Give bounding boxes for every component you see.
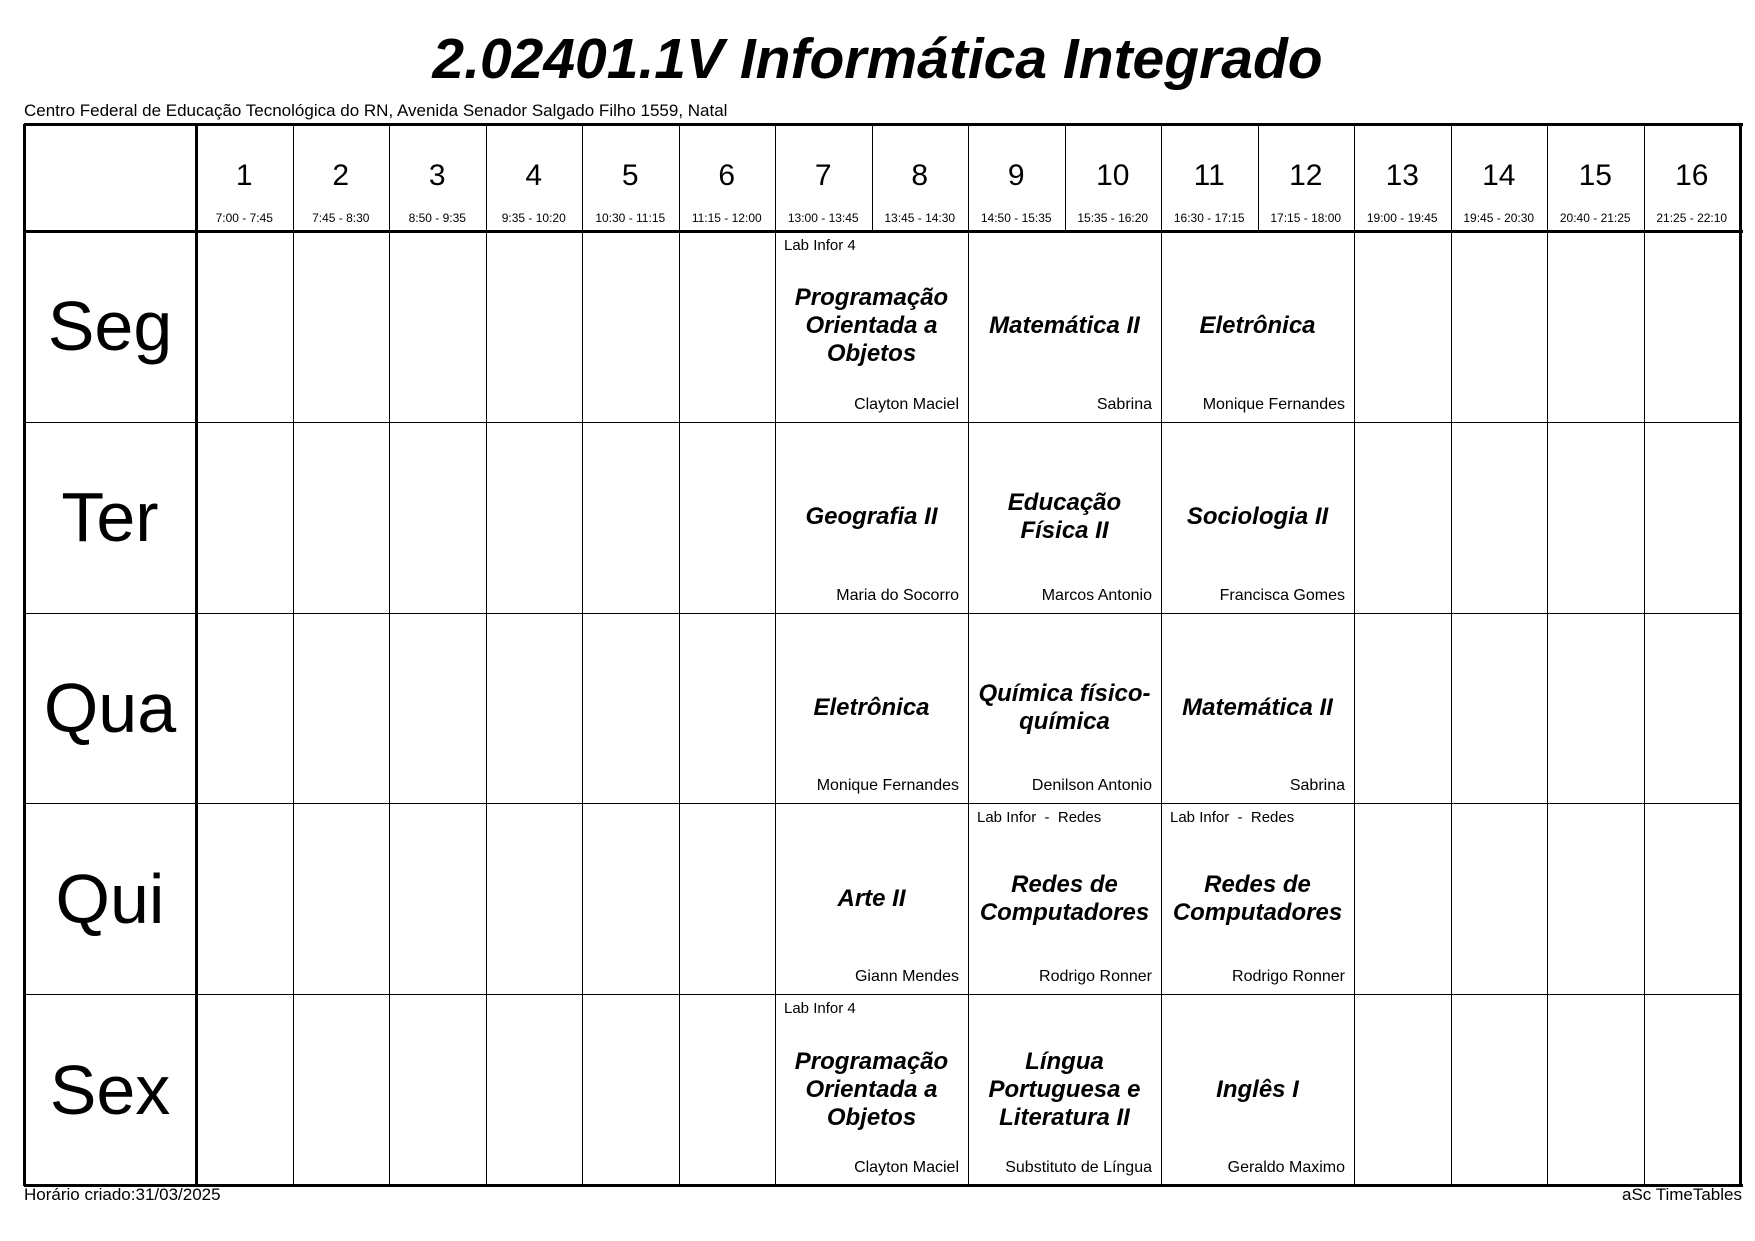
period-number: 14 xyxy=(1482,159,1516,192)
day-label: Seg xyxy=(47,287,173,366)
lesson-cell[interactable] xyxy=(968,231,1161,422)
lesson-subject: Redes de Computadores xyxy=(1172,870,1343,926)
column-divider xyxy=(389,422,390,614)
day-label: Qua xyxy=(43,669,177,747)
day-label: Qui xyxy=(55,859,165,938)
column-divider xyxy=(679,803,680,995)
school-address: Centro Federal de Educação Tecnológica do RN, Avenida Senador Salgado Filho 1559, Natal xyxy=(24,101,728,120)
column-divider xyxy=(679,231,680,423)
column-divider xyxy=(1644,422,1645,614)
column-divider xyxy=(1451,231,1452,423)
column-divider xyxy=(293,422,294,614)
column-divider xyxy=(582,124,583,232)
period-number: 15 xyxy=(1578,159,1612,192)
column-divider xyxy=(486,231,487,423)
period-time: 10:30 - 11:15 xyxy=(595,211,666,225)
period-time: 11:15 - 12:00 xyxy=(691,211,762,225)
column-divider xyxy=(293,124,294,232)
column-divider xyxy=(1547,994,1548,1186)
lesson-cell[interactable] xyxy=(1161,994,1354,1185)
lesson-subject: Eletrônica xyxy=(813,693,930,721)
lesson-teacher: Giann Mendes xyxy=(854,968,959,986)
period-time: 7:45 - 8:30 xyxy=(312,211,370,225)
day-column-divider xyxy=(195,124,198,1186)
column-divider xyxy=(582,803,583,995)
period-time: 15:35 - 16:20 xyxy=(1077,211,1149,225)
period-time: 20:40 - 21:25 xyxy=(1559,211,1631,225)
column-divider xyxy=(389,231,390,423)
lesson-teacher: Maria do Socorro xyxy=(836,586,959,604)
period-number: 10 xyxy=(1096,159,1130,192)
column-divider xyxy=(1354,994,1355,1186)
column-divider xyxy=(679,994,680,1186)
column-divider xyxy=(1354,124,1355,232)
period-number: 3 xyxy=(428,159,446,192)
lesson-subject: Inglês I xyxy=(1216,1075,1299,1103)
period-time: 13:45 - 14:30 xyxy=(884,211,956,225)
period-number: 8 xyxy=(911,159,929,192)
lesson-subject: Programação Orientada a Objetos xyxy=(794,1047,949,1131)
column-divider xyxy=(1258,124,1259,232)
lesson-cell[interactable] xyxy=(1161,422,1354,613)
day-label: Sex xyxy=(49,1050,171,1129)
column-divider xyxy=(486,994,487,1186)
period-time: 21:25 - 22:10 xyxy=(1656,211,1728,225)
lesson-cell[interactable] xyxy=(775,994,968,1185)
period-time: 17:15 - 18:00 xyxy=(1270,211,1342,225)
period-number: 13 xyxy=(1385,159,1419,192)
lesson-cell[interactable] xyxy=(968,613,1161,804)
lesson-subject: Química físico-química xyxy=(978,679,1151,735)
lesson-teacher: Denilson Antonio xyxy=(1031,777,1152,795)
column-divider xyxy=(1644,613,1645,804)
column-divider xyxy=(1065,124,1066,232)
lesson-teacher: Sabrina xyxy=(1096,395,1152,413)
period-time: 19:00 - 19:45 xyxy=(1366,211,1438,225)
column-divider xyxy=(389,124,390,232)
column-divider xyxy=(1354,422,1355,614)
page-title: 2.02401.1V Informática Integrado xyxy=(432,27,1323,91)
lesson-cell[interactable] xyxy=(968,994,1161,1185)
lesson-subject: Geografia II xyxy=(805,503,938,531)
lesson-teacher: Rodrigo Ronner xyxy=(1232,968,1345,986)
period-number: 9 xyxy=(1007,159,1025,192)
column-divider xyxy=(968,124,969,232)
lesson-teacher: Monique Fernandes xyxy=(1202,395,1345,413)
lesson-subject: Eletrônica xyxy=(1199,312,1316,340)
column-divider xyxy=(1644,994,1645,1186)
period-number: 6 xyxy=(718,159,736,192)
column-divider xyxy=(293,231,294,423)
period-number: 11 xyxy=(1193,159,1225,192)
lesson-cell[interactable] xyxy=(775,231,968,422)
grid-border-left xyxy=(23,124,26,1186)
column-divider xyxy=(1451,613,1452,804)
lesson-subject: Redes de Computadores xyxy=(979,870,1150,926)
lesson-teacher: Francisca Gomes xyxy=(1219,586,1345,604)
period-time: 14:50 - 15:35 xyxy=(980,211,1052,225)
period-number: 5 xyxy=(621,159,639,192)
period-time: 9:35 - 10:20 xyxy=(501,211,566,225)
lesson-subject: Educação Física II xyxy=(1007,489,1122,545)
period-time: 19:45 - 20:30 xyxy=(1463,211,1535,225)
lesson-subject: Língua Portuguesa e Literatura II xyxy=(988,1047,1141,1131)
column-divider xyxy=(1354,613,1355,804)
column-divider xyxy=(1354,803,1355,995)
period-time: 8:50 - 9:35 xyxy=(408,211,466,225)
column-divider xyxy=(1451,422,1452,614)
column-divider xyxy=(1451,124,1452,232)
column-divider xyxy=(1547,422,1548,614)
column-divider xyxy=(1644,803,1645,995)
column-divider xyxy=(389,613,390,804)
lesson-cell[interactable] xyxy=(1161,613,1354,804)
period-time: 16:30 - 17:15 xyxy=(1173,211,1245,225)
lesson-cell[interactable] xyxy=(775,422,968,613)
lesson-teacher: Geraldo Maximo xyxy=(1227,1158,1345,1176)
column-divider xyxy=(486,422,487,614)
lesson-subject: Matemática II xyxy=(989,312,1140,340)
lesson-subject: Sociologia II xyxy=(1186,503,1329,531)
period-number: 4 xyxy=(525,159,543,192)
app-brand: aSc TimeTables xyxy=(1622,1185,1742,1204)
column-divider xyxy=(872,124,873,232)
lesson-teacher: Substituto de Língua xyxy=(1005,1158,1152,1176)
column-divider xyxy=(1547,803,1548,995)
period-number: 2 xyxy=(332,159,350,192)
lesson-teacher: Sabrina xyxy=(1289,777,1345,795)
lesson-subject: Arte II xyxy=(837,884,906,912)
column-divider xyxy=(1644,124,1645,232)
created-date: Horário criado:31/03/2025 xyxy=(24,1185,221,1204)
lesson-subject: Matemática II xyxy=(1182,693,1333,721)
period-number: 16 xyxy=(1675,159,1709,192)
lesson-cell[interactable] xyxy=(1161,231,1354,422)
grid-border-right xyxy=(1739,124,1742,1186)
column-divider xyxy=(486,803,487,995)
column-divider xyxy=(1644,231,1645,423)
column-divider xyxy=(1547,613,1548,804)
lesson-cell[interactable] xyxy=(968,803,1161,994)
column-divider xyxy=(679,124,680,232)
column-divider xyxy=(293,994,294,1186)
period-number: 12 xyxy=(1289,159,1323,192)
column-divider xyxy=(1547,124,1548,232)
period-number: 7 xyxy=(814,159,832,192)
column-divider xyxy=(582,422,583,614)
lesson-teacher: Clayton Maciel xyxy=(854,395,959,413)
column-divider xyxy=(582,613,583,804)
lesson-room: Lab Infor - Redes xyxy=(977,809,1102,827)
column-divider xyxy=(1161,124,1162,232)
lesson-cell[interactable] xyxy=(775,613,968,804)
column-divider xyxy=(582,231,583,423)
column-divider xyxy=(1451,994,1452,1186)
column-divider xyxy=(679,613,680,804)
day-label: Ter xyxy=(61,478,159,557)
lesson-room: Lab Infor 4 xyxy=(784,237,856,254)
column-divider xyxy=(293,803,294,995)
column-divider xyxy=(389,994,390,1186)
column-divider xyxy=(486,613,487,804)
column-divider xyxy=(486,124,487,232)
column-divider xyxy=(1354,231,1355,423)
period-time: 7:00 - 7:45 xyxy=(215,211,273,225)
column-divider xyxy=(389,803,390,995)
lesson-cell[interactable] xyxy=(968,422,1161,613)
column-divider xyxy=(775,124,776,232)
lesson-teacher: Marcos Antonio xyxy=(1041,586,1152,604)
lesson-teacher: Rodrigo Ronner xyxy=(1039,968,1152,986)
column-divider xyxy=(582,994,583,1186)
lesson-room: Lab Infor - Redes xyxy=(1170,809,1295,827)
column-divider xyxy=(679,422,680,614)
column-divider xyxy=(1451,803,1452,995)
lesson-subject: Programação Orientada a Objetos xyxy=(794,284,949,368)
period-time: 13:00 - 13:45 xyxy=(787,211,859,225)
grid-border-top xyxy=(24,123,1743,126)
column-divider xyxy=(293,613,294,804)
lesson-teacher: Clayton Maciel xyxy=(854,1158,959,1176)
lesson-room: Lab Infor 4 xyxy=(784,1000,856,1018)
lesson-cell[interactable] xyxy=(775,803,968,994)
lesson-teacher: Monique Fernandes xyxy=(816,777,959,795)
lesson-cell[interactable] xyxy=(1161,803,1354,994)
period-number: 1 xyxy=(235,159,253,192)
column-divider xyxy=(1547,231,1548,423)
